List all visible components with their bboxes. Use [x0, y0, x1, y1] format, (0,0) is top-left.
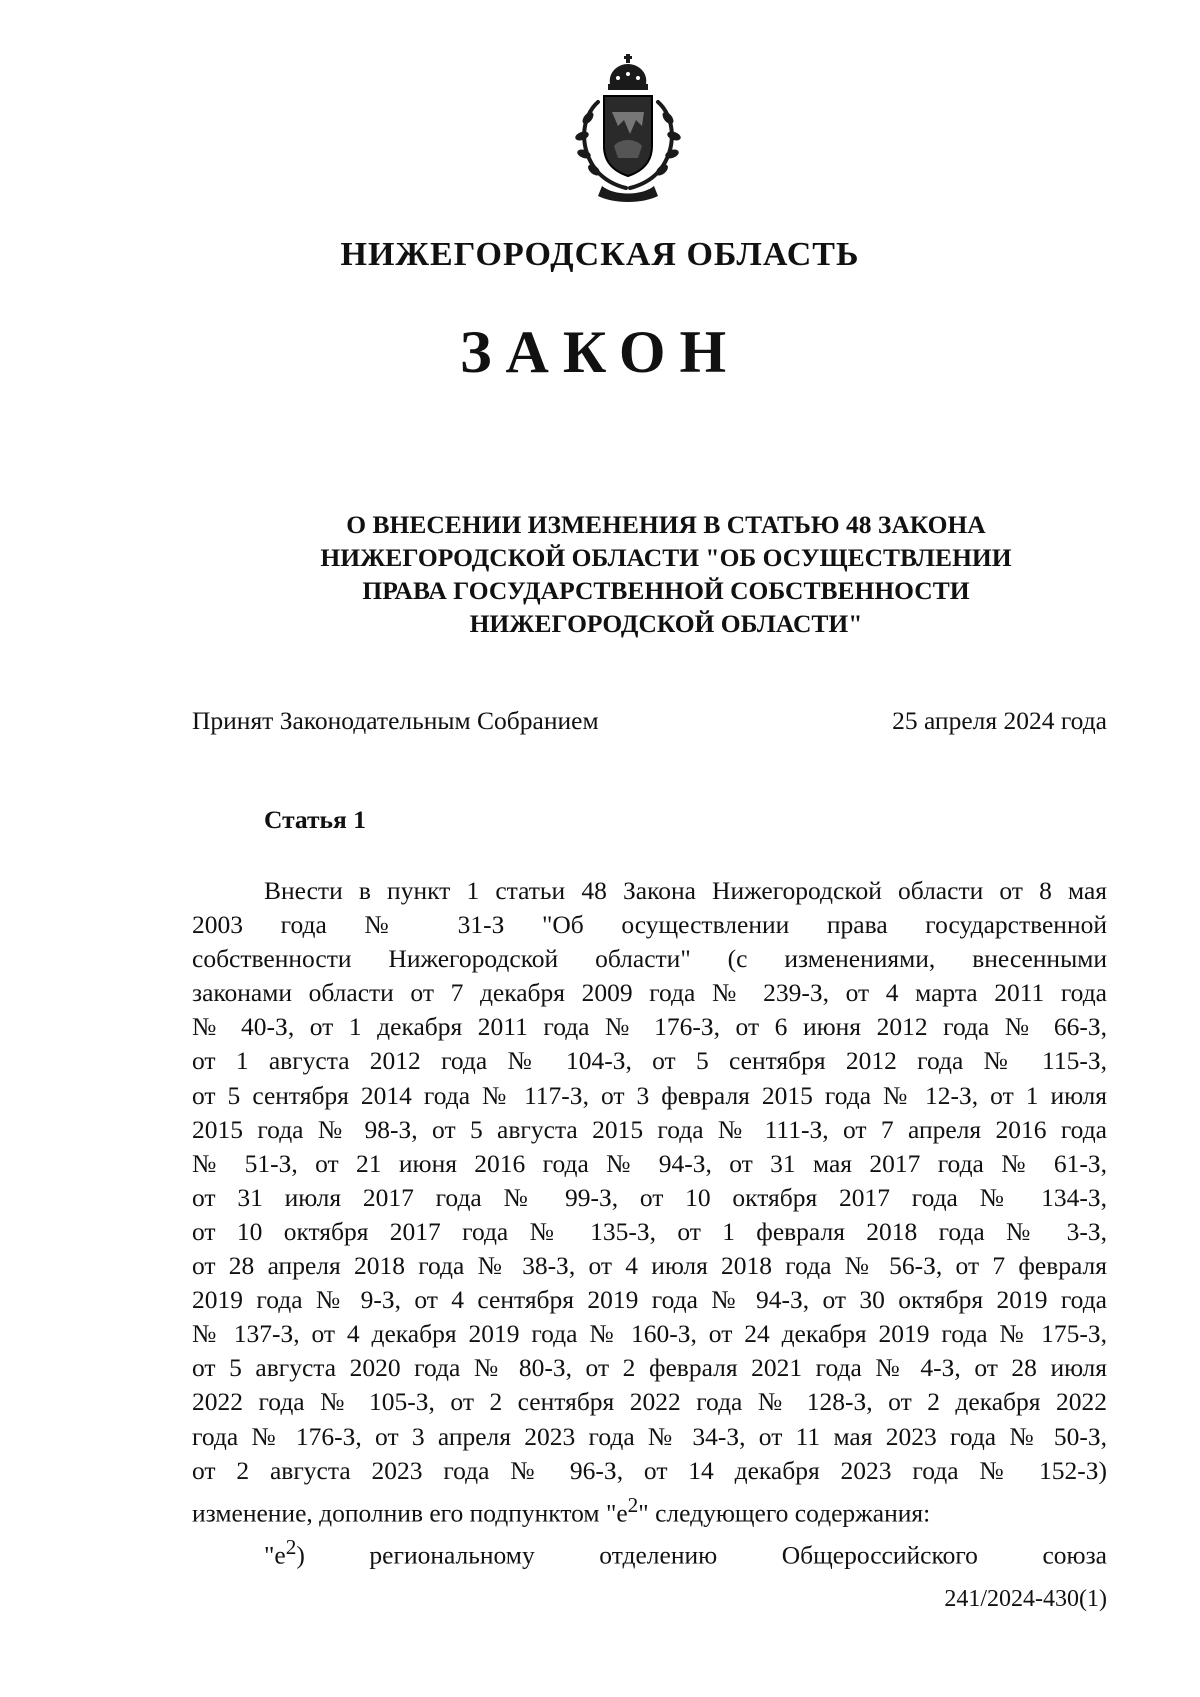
- law-title: [260, 508, 1072, 640]
- coat-of-arms-icon: [562, 54, 694, 204]
- article-line: № 137-З, от 4 декабря 2019 года № 160-З, от 24 декабря 2019 года № 175-З,: [192, 1319, 1107, 1349]
- article-line: от 1 августа 2012 года № 104-З, от 5 сентября 2012 года № 115-З,: [192, 1046, 1107, 1076]
- document-number: 241/2024-430(1): [944, 1586, 1107, 1612]
- article-line: № 40-З, от 1 декабря 2011 года № 176-З, от 6 июня 2012 года № 66-З,: [192, 1012, 1107, 1042]
- adoption-label: Принят Законодательным Собранием: [192, 706, 599, 735]
- article-body: [192, 874, 1107, 1573]
- article-line: № 51-З, от 21 июня 2016 года № 94-З, от 31 мая 2017 года № 61-З,: [192, 1148, 1107, 1178]
- article-line: от 5 сентября 2014 года № 117-З, от 3 февраля 2015 года № 12-З, от 1 июля: [192, 1080, 1107, 1110]
- quote-text-before: "е: [264, 1540, 286, 1570]
- quote-superscript: 2: [285, 1535, 297, 1560]
- law-title-line: О ВНЕСЕНИИ ИЗМЕНЕНИЯ В СТАТЬЮ 48 ЗАКОНА: [346, 510, 986, 539]
- article-line: от 10 октября 2017 года № 135-З, от 1 февраля 2018 года № 3-З,: [192, 1216, 1107, 1246]
- adoption-date: 25 апреля 2024 года: [892, 706, 1107, 735]
- article-line: от 2 августа 2023 года № 96-З, от 14 декабря 2023 года № 152-З): [192, 1455, 1107, 1485]
- article-line: законами области от 7 декабря 2009 года № 239-З, от 4 марта 2011 года: [192, 978, 1107, 1008]
- article-line: года № 176-З, от 3 апреля 2023 года № 34-З, от 11 мая 2023 года № 50-З,: [192, 1421, 1107, 1451]
- law-title-line: НИЖЕГОРОДСКОЙ ОБЛАСТИ": [469, 609, 863, 638]
- law-title-line: НИЖЕГОРОДСКОЙ ОБЛАСТИ "ОБ ОСУЩЕСТВЛЕНИИ: [320, 543, 1012, 572]
- law-title-line: ПРАВА ГОСУДАРСТВЕННОЙ СОБСТВЕННОСТИ: [362, 576, 970, 605]
- article-heading: Статья 1: [264, 805, 366, 834]
- article-line-quote: [192, 1530, 1107, 1573]
- article-line: 2022 года № 105-З, от 2 сентября 2022 года № 128-З, от 2 декабря 2022: [192, 1387, 1107, 1417]
- amendment-text-after: " следующего содержания:: [638, 1498, 931, 1528]
- article-line: от 31 июля 2017 года № 99-З, от 10 октября 2017 года № 134-З,: [192, 1182, 1107, 1212]
- amendment-superscript: 2: [627, 1492, 639, 1517]
- document-type: ЗАКОН: [459, 319, 741, 385]
- article-line: 2015 года № 98-З, от 5 августа 2015 года № 111-З, от 7 апреля 2016 года: [192, 1114, 1107, 1144]
- article-line-amendment: [192, 1488, 1107, 1531]
- article-line: Внести в пункт 1 статьи 48 Закона Нижегородской области от 8 мая: [264, 876, 1107, 905]
- article-line: собственности Нижегородской области" (с изменениями, внесенными: [192, 944, 1107, 974]
- article-line: от 28 апреля 2018 года № 38-З, от 4 июля 2018 года № 56-З, от 7 февраля: [192, 1251, 1107, 1281]
- quote-text-after: ) региональному отделению Общероссийского союза: [296, 1540, 1107, 1570]
- article-line: от 5 августа 2020 года № 80-З, от 2 февраля 2021 года № 4-З, от 28 июля: [192, 1353, 1107, 1383]
- amendment-text-before: изменение, дополнив его подпунктом "е: [192, 1498, 628, 1528]
- article-line: 2003 года № 31-З "Об осуществлении права государственной: [192, 910, 1107, 940]
- region-name: НИЖЕГОРОДСКАЯ ОБЛАСТЬ: [340, 236, 860, 273]
- article-line: 2019 года № 9-З, от 4 сентября 2019 года № 94-З, от 30 октября 2019 года: [192, 1285, 1107, 1315]
